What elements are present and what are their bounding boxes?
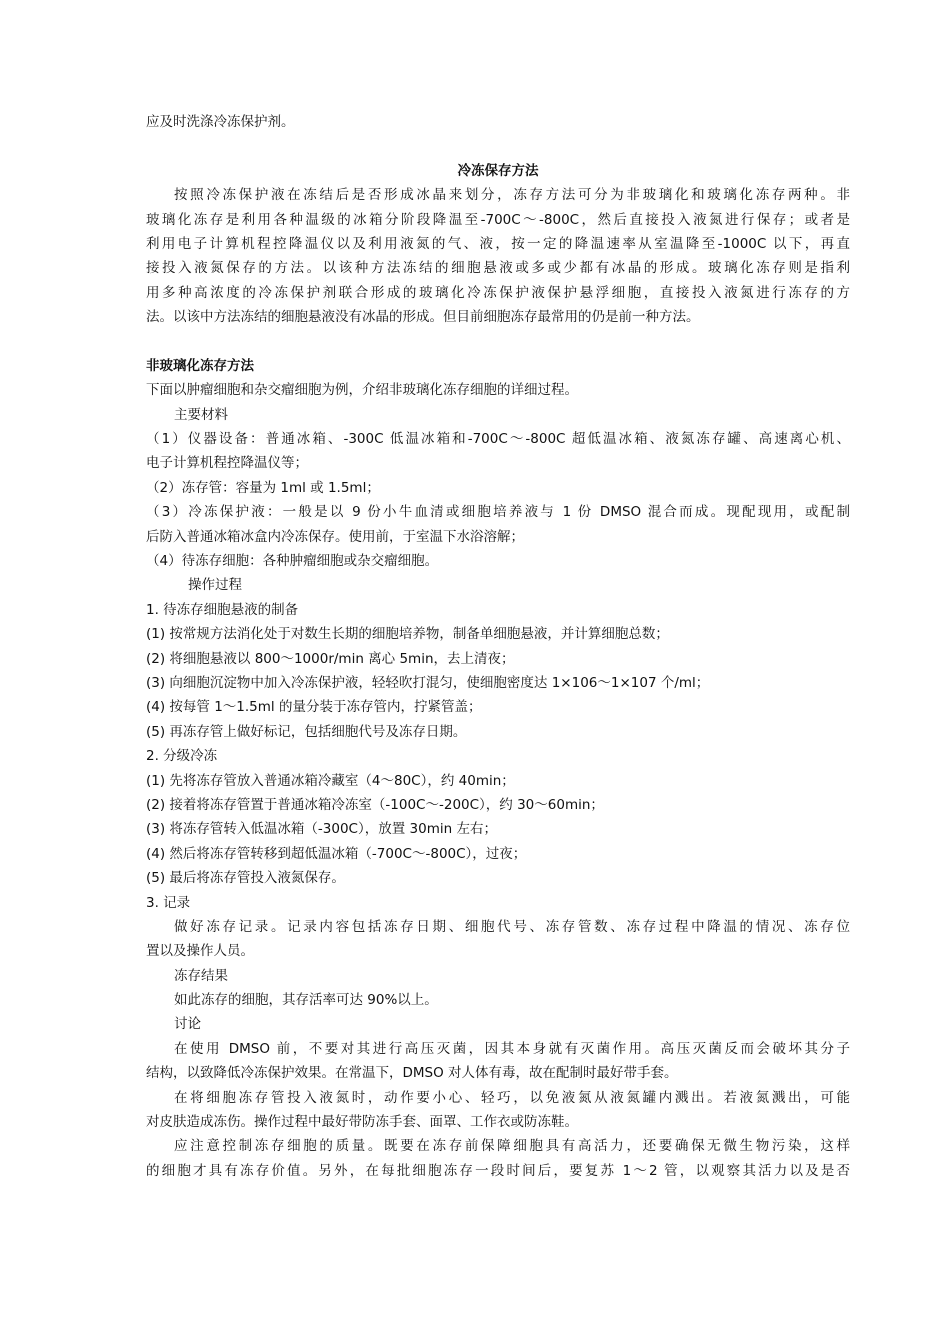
- list-item: (4) 按每管 1～1.5ml 的量分装于冻存管内，拧紧管盖；: [146, 699, 482, 716]
- list-item: (4) 然后将冻存管转移到超低温冰箱（-700C～-800C），过夜；: [146, 845, 527, 862]
- section-title: 冷冻保存方法: [457, 162, 539, 179]
- subsection-title: 冻存结果: [174, 967, 228, 984]
- text-line: 应及时洗涤冷冻保护剂。: [146, 114, 295, 130]
- list-item: （1）仪器设备：普通冰箱、-300C 低温冰箱和-700C～-800C 超低温冰箱、液氮冻存罐、高速离心机、: [146, 431, 850, 448]
- paragraph-line: 的细胞才具有冻存价值。另外，在每批细胞冻存一段时间后，要复苏 1～2 管，以观察其活力以及是否: [146, 1162, 850, 1179]
- list-item: （4）待冻存细胞：各种肿瘤细胞或杂交瘤细胞。: [146, 553, 439, 570]
- paragraph-line: 玻璃化冻存是利用各种温级的冰箱分阶段降温至-700C～-800C，然后直接投入液氮进行保存；或者是: [146, 211, 850, 228]
- step-title: 1. 待冻存细胞悬液的制备: [146, 601, 299, 618]
- subsection-title: 主要材料: [174, 406, 228, 423]
- paragraph-line: 下面以肿瘤细胞和杂交瘤细胞为例，介绍非玻璃化冻存细胞的详细过程。: [146, 382, 578, 399]
- list-item: (3) 向细胞沉淀物中加入冷冻保护液，轻轻吹打混匀，使细胞密度达 1×106～1×107 个/ml；: [146, 674, 710, 691]
- step-title: 3. 记录: [146, 894, 191, 911]
- paragraph-line: 在将细胞冻存管投入液氮时，动作要小心、轻巧，以免液氮从液氮罐内溅出。若液氮溅出，可能: [174, 1089, 850, 1106]
- paragraph-line: 结构，以致降低冷冻保护效果。在常温下，DMSO 对人体有毒，故在配制时最好带手套。: [146, 1065, 678, 1082]
- document-page: [146, 110, 850, 1183]
- step-title: 2. 分级冷冻: [146, 748, 218, 765]
- spacer: [146, 134, 850, 158]
- subsection-title: 操作过程: [188, 577, 242, 594]
- list-item: (5) 最后将冻存管投入液氮保存。: [146, 870, 345, 887]
- paragraph-line: 法。以该中方法冻结的细胞悬液没有冰晶的形成。但目前细胞冻存最常用的仍是前一种方法。: [146, 309, 700, 326]
- paragraph-line: 在使用 DMSO 前，不要对其进行高压灭菌，因其本身就有灭菌作用。高压灭菌反而会破坏其分子: [174, 1040, 850, 1057]
- paragraph-line: 按照冷冻保护液在冻结后是否形成冰晶来划分，冻存方法可分为非玻璃化和玻璃化冻存两种。非: [174, 187, 850, 204]
- list-item: 电子计算机程控降温仪等；: [146, 455, 308, 472]
- list-item: (1) 先将冻存管放入普通冰箱冷藏室（4～80C），约 40min；: [146, 772, 515, 789]
- paragraph-line: 置以及操作人员。: [146, 943, 254, 960]
- paragraph-line: 做好冻存记录。记录内容包括冻存日期、细胞代号、冻存管数、冻存过程中降温的情况、冻存位: [174, 918, 850, 935]
- paragraph-line: 如此冻存的细胞，其存活率可达 90%以上。: [174, 992, 438, 1009]
- paragraph-line: 应注意控制冻存细胞的质量。既要在冻存前保障细胞具有高活力，还要确保无微生物污染，这样: [174, 1138, 850, 1155]
- list-item: (5) 再冻存管上做好标记，包括细胞代号及冻存日期。: [146, 723, 467, 740]
- spacer: [146, 330, 850, 354]
- paragraph-line: 用多种高浓度的冷冻保护剂联合形成的玻璃化冷冻保护液保护悬浮细胞，直接投入液氮进行冻存的方: [146, 284, 850, 301]
- list-item: (2) 接着将冻存管置于普通冰箱冷冻室（-100C～-200C），约 30～60min；: [146, 796, 604, 813]
- list-item: (2) 将细胞悬液以 800～1000r/min 离心 5min，去上清夜；: [146, 650, 515, 667]
- list-item: 后防入普通冰箱冰盒内冷冻保存。使用前，于室温下水浴溶解；: [146, 528, 524, 545]
- paragraph-line: 接投入液氮保存的方法。以该种方法冻结的细胞悬液或多或少都有冰晶的形成。玻璃化冻存则是指利: [146, 260, 850, 277]
- paragraph-line: 利用电子计算机程控降温仪以及利用液氮的气、液，按一定的降温速率从室温降至-1000C 以下，再直: [146, 235, 850, 252]
- section-title: 非玻璃化冻存方法: [146, 357, 254, 374]
- paragraph-line: 对皮肤造成冻伤。操作过程中最好带防冻手套、面罩、工作衣或防冻鞋。: [146, 1114, 578, 1131]
- list-item: (1) 按常规方法消化处于对数生长期的细胞培养物，制备单细胞悬液，并计算细胞总数；: [146, 626, 669, 643]
- subsection-title: 讨论: [174, 1016, 201, 1033]
- list-item: (3) 将冻存管转入低温冰箱（-300C），放置 30min 左右；: [146, 821, 497, 838]
- list-item: （2）冻存管：容量为 1ml 或 1.5ml；: [146, 479, 380, 496]
- list-item: （3）冷冻保护液：一般是以 9 份小牛血清或细胞培养液与 1 份 DMSO 混合而成。现配现用，或配制: [146, 504, 850, 521]
